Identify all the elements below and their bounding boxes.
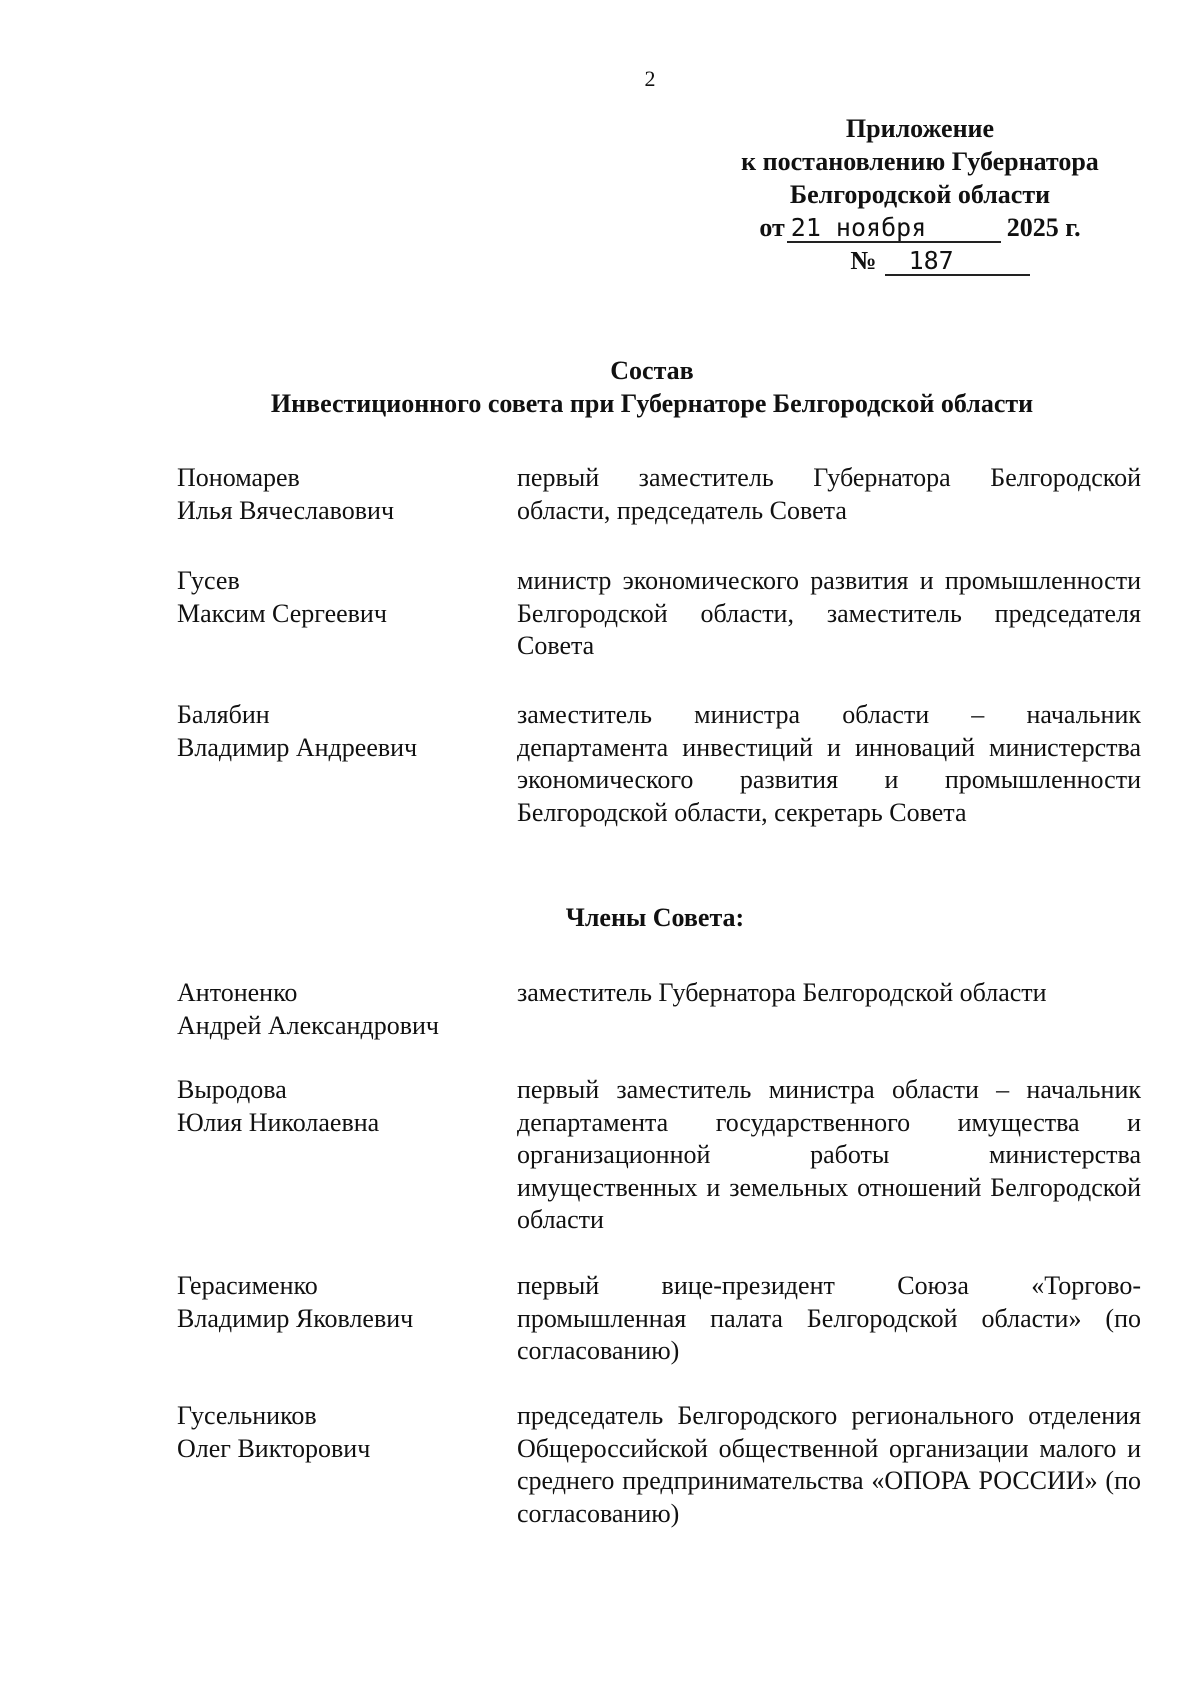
member-row bbox=[177, 462, 1141, 527]
appendix-number-line bbox=[700, 244, 1140, 277]
member-given-names: Владимир Андреевич bbox=[177, 732, 418, 762]
member-role: первый заместитель Губернатора Белгородской области, председатель Совета bbox=[517, 463, 1141, 525]
date-year: 2025 г. bbox=[1006, 213, 1081, 242]
member-surname: Герасименко bbox=[177, 1271, 318, 1300]
composition-subtitle: Инвестиционного совета при Губернаторе Белгородской области bbox=[270, 389, 1034, 418]
member-given-names: Илья Вячеславович bbox=[177, 495, 395, 525]
member-surname: Гусев bbox=[177, 566, 240, 595]
member-row bbox=[177, 977, 1141, 1042]
member-row bbox=[177, 699, 1141, 829]
members-heading: Члены Совета: bbox=[565, 903, 745, 932]
number-prefix: № bbox=[850, 246, 877, 275]
member-role: заместитель Губернатора Белгородской области bbox=[517, 978, 1047, 1007]
number-field: 187 bbox=[885, 248, 1030, 276]
member-name bbox=[177, 1400, 517, 1530]
date-prefix: от bbox=[759, 213, 785, 242]
member-given-names: Владимир Яковлевич bbox=[177, 1303, 414, 1333]
member-name bbox=[177, 462, 517, 527]
composition-heading bbox=[0, 354, 1200, 420]
member-given-names: Андрей Александрович bbox=[177, 1010, 439, 1040]
appendix-region: Белгородской области bbox=[789, 180, 1051, 209]
member-row bbox=[177, 1400, 1141, 1530]
appendix-header bbox=[700, 112, 1140, 277]
appendix-title: Приложение bbox=[845, 114, 995, 143]
member-role: заместитель министра области – начальник департамента инвестиций и инноваций министерства экономического развития и промышленности Белгородской области, секретарь Совета bbox=[517, 700, 1141, 827]
member-row bbox=[177, 1270, 1141, 1368]
member-name bbox=[177, 1074, 517, 1237]
composition-title: Состав bbox=[610, 356, 694, 385]
member-surname: Пономарев bbox=[177, 463, 300, 492]
member-surname: Выродова bbox=[177, 1075, 287, 1104]
member-role: первый заместитель министра области – начальник департамента государственного имущества и организационной работы министерства имущественных и земельных отношений Белгородской области bbox=[517, 1075, 1141, 1234]
member-given-names: Максим Сергеевич bbox=[177, 598, 387, 628]
member-role: первый вице-президент Союза «Торгово-промышленная палата Белгородской области» (по согласованию) bbox=[517, 1271, 1141, 1365]
member-row bbox=[177, 1074, 1141, 1237]
member-name bbox=[177, 699, 517, 829]
member-surname: Антоненко bbox=[177, 978, 298, 1007]
member-role: министр экономического развития и промышленности Белгородской области, заместитель председателя Совета bbox=[517, 566, 1141, 660]
member-name bbox=[177, 565, 517, 663]
page-number: 2 bbox=[644, 66, 656, 91]
member-row bbox=[177, 565, 1141, 663]
member-surname: Гусельников bbox=[177, 1401, 317, 1430]
appendix-date-line bbox=[700, 211, 1140, 244]
member-given-names: Олег Викторович bbox=[177, 1433, 371, 1463]
member-surname: Балябин bbox=[177, 700, 270, 729]
member-role: председатель Белгородского регионального отделения Общероссийской общественной организации малого и среднего предпринимательства «ОПОРА РОССИИ» (по согласованию) bbox=[517, 1401, 1141, 1528]
member-name bbox=[177, 977, 517, 1042]
member-name bbox=[177, 1270, 517, 1368]
appendix-reference: к постановлению Губернатора bbox=[741, 147, 1099, 176]
member-given-names: Юлия Николаевна bbox=[177, 1107, 380, 1137]
date-field: 21 ноября bbox=[787, 215, 1001, 243]
